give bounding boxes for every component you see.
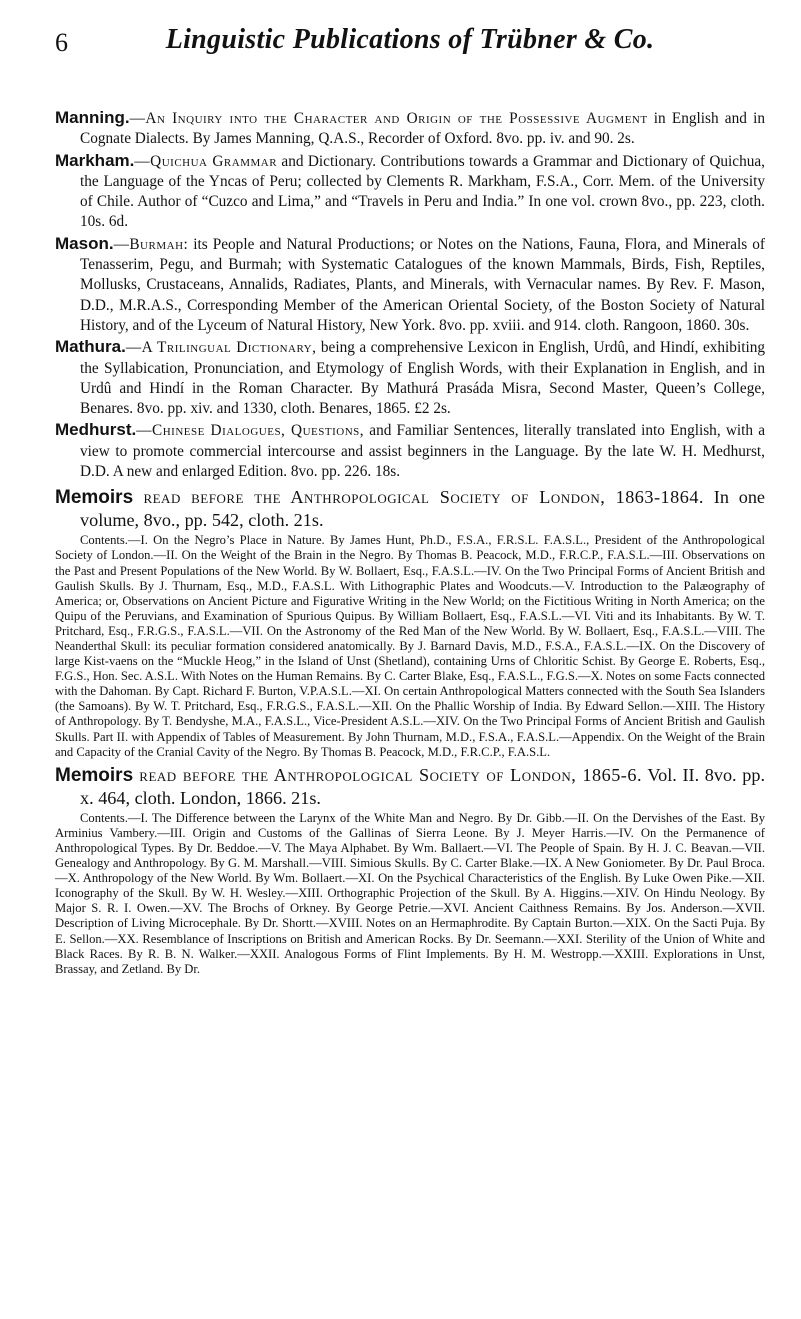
entry-body: and Familiar Sentences, literally translated into English, with a view to promote commercial intercourse and assist beginners in the Language. By the late W. H. Medhurst, D.D. A new and enlarged Edition. 8vo. pp. 226. 18s. <box>80 422 765 481</box>
entry-title: —Burmah: <box>113 235 189 253</box>
entry-title: —An Inquiry into the Character and Origin of the Possessive Augment <box>129 110 648 127</box>
entry-headword: Markham. <box>55 150 135 170</box>
entry-headword: Mathura. <box>55 337 126 357</box>
memoirs-title: read before the Anthropological Society of London, 1863-1864. <box>133 487 704 508</box>
memoirs-lead: Memoirs <box>55 764 134 786</box>
entry-body: and Dictionary. Contributions towards a Grammar and Dictionary of Quichua, the Language of the Yncas of Peru; collected by Clements R. Markham, F.S.A., Corr. Mem. of the University of Chile. Author of “Cuzco and Lima,” and “Travels in Peru and India.” In one vol. crown 8vo., pp. 223, cloth. 10s. 6d. <box>80 152 765 231</box>
running-title: Linguistic Publications of Trübner & Co. <box>165 24 655 55</box>
memoirs-details: In one volume, 8vo., pp. 542, cloth. 21s. <box>80 487 765 531</box>
memoirs-heading-1865 <box>55 764 765 809</box>
page-header <box>55 24 765 74</box>
memoirs-details: Vol. II. 8vo. pp. x. 464, cloth. London, 1866. 21s. <box>80 764 765 808</box>
entry-body: in English and in Cognate Dialects. By James Manning, Q.A.S., Recorder of Oxford. 8vo. pp. iv. and 90. 2s. <box>80 110 765 148</box>
memoirs-title: read before the Anthropological Society of London, 1865-6. <box>133 764 642 785</box>
page-number: 6 <box>55 28 68 57</box>
entry-body: being a comprehensive Lexicon in English, Urdû, and Hindí, exhibiting the Syllabication, Pronunciation, and Etymology of English Words, with their Explanation in English, and in Urdû and Hindí in the Roman Character. By Mathurá Prasáda Misra, Second Master, Queen’s College, Benares. 8vo. pp. xiv. and 1330, cloth. Benares, 1865. £2 2s. <box>80 339 765 418</box>
entry-mathura <box>55 337 765 419</box>
entry-headword: Medhurst. <box>55 420 137 440</box>
entry-manning <box>55 108 765 150</box>
memoirs-lead: Memoirs <box>55 487 134 509</box>
entry-headword: Mason. <box>55 233 114 253</box>
entry-mason <box>55 234 765 336</box>
entry-body: its People and Natural Productions; or Notes on the Nations, Fauna, Flora, and Minerals of Tenasserim, Pegu, and Burmah; with Systematic Catalogues of the known Mammals, Birds, Fish, Reptiles, Mollusks, Crustaceans, Annalids, Radiates, Plants, and Minerals, with Vernacular names. By Rev. F. Mason, D.D., M.R.A.S., Corresponding Member of the American Oriental Society, of the Boston Society of Natural History, and of the Lyceum of Natural History, New York. 8vo. pp. xviii. and 914. cloth. Rangoon, 1860. 30s. <box>80 235 765 334</box>
memoirs-contents-1865: Contents.—I. The Difference between the Larynx of the White Man and Negro. By Dr. Gibb.—II. On the Dervishes of the East. By Arminius Vambery.—III. Origin and Customs of the Gallinas of Sierra Leone. By J. Meyer Harris.—IV. On the Permanence of Anthropological Types. By Dr. Beddoe.—V. The Maya Alphabet. By Wm. Ballaert.—VI. The People of Spain. By H. J. C. Beavan.—VII. Genealogy and Anthropology. By G. M. Marshall.—VIII. Simious Skulls. By C. Carter Blake.—IX. A New Goniometer. By Dr. Paul Broca.—X. Anthropology of the New World. By Wm. Bollaert.—XI. On the Psychical Characteristics of the English. By Luke Owen Pike.—XII. Iconography of the Skull. By W. H. Wesley.—XIII. Orthographic Projection of the Skull. By A. Higgins.—XIV. On Hindu Neology. By Major S. R. I. Owen.—XV. The Brochs of Orkney. By George Petrie.—XVI. Ancient Caithness Remains. By Jos. Anderson.—XVII. Description of Living Microcephale. By Dr. Shortt.—XVIII. Notes on an Hermaphrodite. By Captain Burton.—XIX. On the Sacti Puja. By E. Sellon.—XX. Resemblance of Inscriptions on British and American Rocks. By Dr. Seemann.—XXI. Sterility of the Union of White and Black Races. By R. B. N. Walker.—XXII. Analogous Forms of Flint Implements. By H. M. Westropp.—XXIII. Explorations in Unst, Brassay, and Zetland. By Dr. <box>55 810 765 976</box>
entry-title: —A Trilingual Dictionary, <box>125 339 317 357</box>
entry-headword: Manning. <box>55 108 130 127</box>
memoirs-heading-1863 <box>55 486 765 531</box>
entry-title: —Chinese Dialogues, Questions, <box>136 422 365 440</box>
entry-markham <box>55 151 765 233</box>
entry-medhurst <box>55 420 765 482</box>
memoirs-contents-1863: Contents.—I. On the Negro’s Place in Nature. By James Hunt, Ph.D., F.S.A., F.R.S.L. F.A.S.L., President of the Anthropological Society of London.—II. On the Weight of the Brain in the Negro. By Thomas B. Peacock, M.D., F.R.C.P., F.A.S.L.—III. Observations on the Past and Present Populations of the New World. By W. Bollaert, Esq., F.A.S.L.—IV. On the Two Principal Forms of Ancient British and Gaulish Skulls. By J. Thurnam, Esq., M.D., F.A.S.L. With Lithographic Plates and Woodcuts.—V. Introduction to the Palæography of America; or, Observations on Ancient Picture and Figurative Writing in the New World; on the Fictitious Writing in North America; on the Quipu of the Peruvians, and Examination of Spurious Quipus. By William Bollaert, Esq., F.A.S.L.—VI. Viti and its Inhabitants. By W. T. Pritchard, Esq., F.R.G.S., F.A.S.L.—VII. On the Astronomy of the Red Man of the New World. By W. Bollaert, Esq., F.A.S.L.—VIII. The Neanderthal Skull: its peculiar formation considered anatomically. By J. Barnard Davis, M.D., F.S.A., F.A.S.L.—IX. On the Discovery of large Kist-vaens on the “Muckle Heog,” in the Island of Unst (Shetland), containing Urns of Chloritic Schist. By George E. Roberts, Esq., F.G.S., Hon. Sec. A.S.L. With Notes on the Human Remains. By C. Carter Blake, Esq., F.A.S.L., F.G.S.—X. Notes on some Facts connected with the Dahoman. By Capt. Richard F. Burton, V.P.A.S.L.—XI. On certain Anthropological Matters connected with the South Sea Islanders (the Samoans). By W. T. Pritchard, Esq., F.R.G.S., F.A.S.L.—XII. On the Phallic Worship of India. By Edward Sellon.—XIII. The History of Anthropology. By T. Bendyshe, M.A., F.A.S.L., Vice-President A.S.L.—XIV. On the Two Principal Forms of Ancient British and Gaulish Skulls. Part II. with Appendix of Tables of Measurement. By John Thurnam, M.D., F.S.A., F.A.S.L.—Appendix. On the Weight of the Brain and Capacity of the Cranial Cavity of the Negro. By Thomas B. Peacock, M.D., F.R.C.P., F.A.S.L. <box>55 533 765 759</box>
entry-title: —Quichua Grammar <box>134 152 278 170</box>
